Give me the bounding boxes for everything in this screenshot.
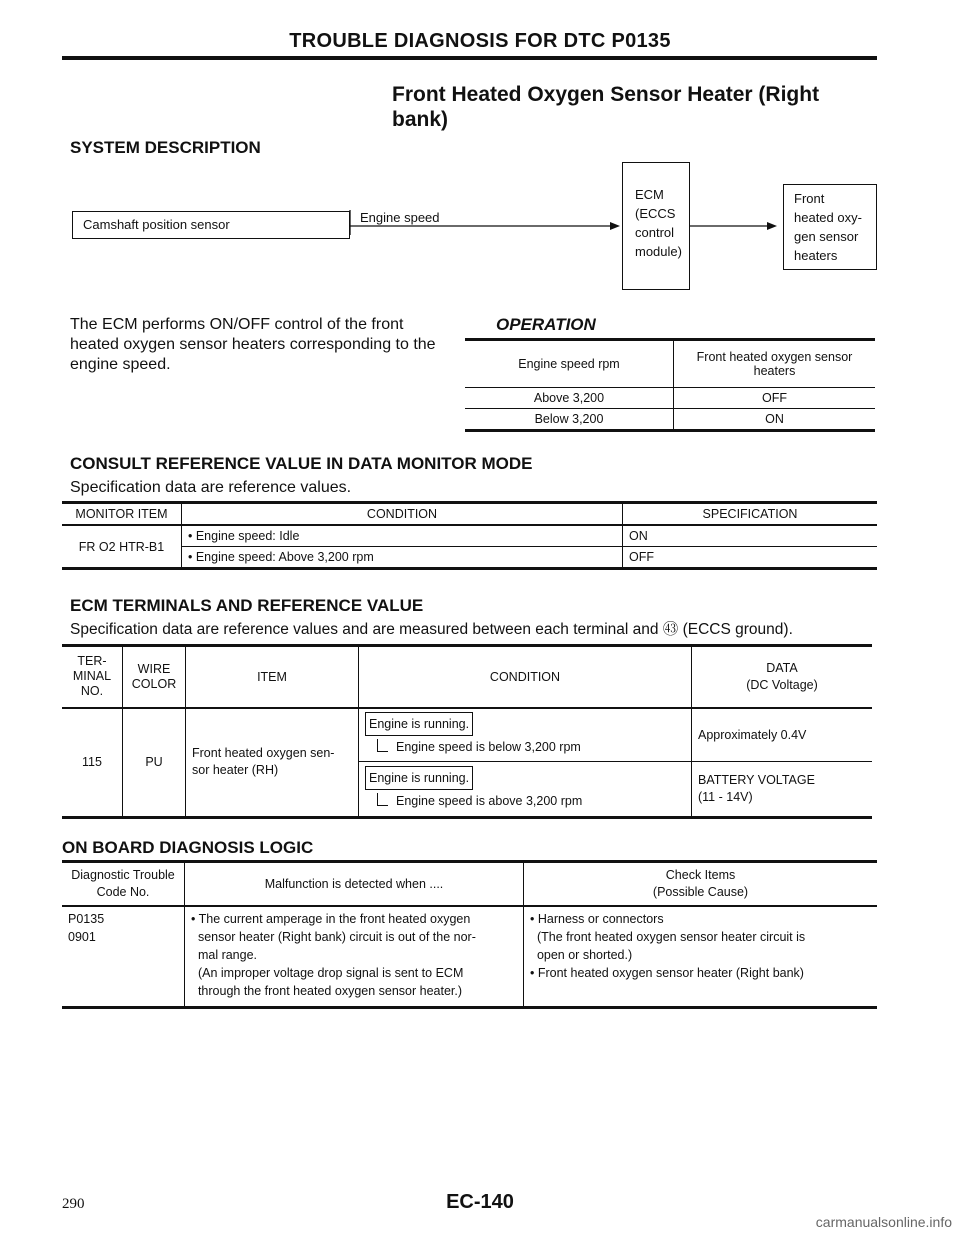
ecm-wire-color: PU	[123, 708, 186, 818]
consult-heading: CONSULT REFERENCE VALUE IN DATA MONITOR MODE	[70, 454, 533, 473]
input-box-label: Camshaft position sensor	[83, 217, 230, 232]
consult-note: Specification data are reference values.	[70, 479, 352, 496]
ecm-header: WIRE COLOR	[123, 646, 186, 708]
ecm-terminals-note: Specification data are reference values and are measured between each terminal and ㊸ (ECCS ground).	[70, 621, 793, 638]
ecm-condition-detail: Engine speed is above 3,200 rpm	[396, 793, 583, 808]
ecm-terminal-no: 115	[62, 708, 123, 818]
ecm-line: ECM	[635, 187, 664, 202]
ecm-header: TER- MINAL NO.	[62, 646, 123, 708]
operation-table	[465, 338, 875, 432]
consult-header: MONITOR ITEM	[62, 503, 182, 526]
op-cell: OFF	[674, 388, 876, 409]
consult-spec: ON	[623, 525, 878, 547]
ecm-header: ITEM	[186, 646, 359, 708]
ecm-terminals-table	[62, 644, 872, 819]
ecm-condition-running	[359, 708, 692, 762]
ecm-condition-running	[359, 761, 692, 817]
consult-spec: OFF	[623, 547, 878, 569]
consult-monitor-item: FR O2 HTR-B1	[62, 525, 182, 569]
diag-header: Check Items (Possible Cause)	[524, 862, 878, 906]
consult-condition: • Engine speed: Above 3,200 rpm	[182, 547, 623, 569]
consult-condition: • Engine speed: Idle	[182, 525, 623, 547]
diag-code: P0135 0901	[62, 906, 185, 1008]
consult-header: CONDITION	[182, 503, 623, 526]
engine-running-box: Engine is running.	[365, 712, 473, 736]
op-cell: ON	[674, 409, 876, 431]
diag-header: Diagnostic Trouble Code No.	[62, 862, 185, 906]
diagnosis-heading: ON BOARD DIAGNOSIS LOGIC	[62, 838, 314, 857]
ecm-data: BATTERY VOLTAGE (11 - 14V)	[692, 761, 873, 817]
ecm-line: control	[635, 225, 675, 240]
ecm-line: (ECCS	[635, 206, 676, 221]
system-description-heading: SYSTEM DESCRIPTION	[70, 138, 261, 157]
diag-check-items: • Harness or connectors (The front heated oxygen sensor heater circuit is open or shorted.) • Front heated oxygen sensor heater (Right bank)	[524, 906, 878, 1008]
ecm-header: DATA (DC Voltage)	[692, 646, 873, 708]
watermark: carmanualsonline.info	[815, 1214, 952, 1230]
page-title: TROUBLE DIAGNOSIS FOR DTC P0135	[289, 30, 671, 52]
ecm-line: module)	[635, 244, 682, 259]
op-cell: Below 3,200	[465, 409, 674, 431]
diag-malfunction: • The current amperage in the front heated oxygen sensor heater (Right bank) circuit is out of the nor- mal range. (An improper voltage drop signal is sent to ECM through the front heated oxygen sensor heater.)	[185, 906, 524, 1008]
ecm-condition-detail: Engine speed is below 3,200 rpm	[396, 739, 581, 754]
system-description-text: The ECM performs ON/OFF control of the front heated oxygen sensor heaters corresponding to the engine speed.	[70, 316, 436, 373]
op-header-heaters: Front heated oxygen sensor heaters	[674, 340, 876, 388]
op-header-speed: Engine speed rpm	[465, 340, 674, 388]
diagnosis-table	[62, 860, 877, 1009]
page-number: 290	[62, 1196, 85, 1212]
branch-connector-icon	[377, 739, 388, 752]
section-code: EC-140	[446, 1191, 514, 1213]
ecm-terminals-heading: ECM TERMINALS AND REFERENCE VALUE	[70, 596, 424, 615]
ecm-data: Approximately 0.4V	[692, 708, 873, 762]
engine-running-box: Engine is running.	[365, 766, 473, 790]
ecm-box	[622, 162, 690, 290]
page-subtitle: Front Heated Oxygen Sensor Heater (Right bank)	[392, 83, 820, 131]
heater-line: heaters	[794, 248, 838, 263]
heater-line: Front	[794, 191, 825, 206]
consult-header: SPECIFICATION	[623, 503, 878, 526]
branch-connector-icon	[377, 793, 388, 806]
heater-line: heated oxy-	[794, 210, 862, 225]
heater-line: gen sensor	[794, 229, 859, 244]
ecm-header: CONDITION	[359, 646, 692, 708]
input-box-camshaft	[72, 211, 350, 239]
ecm-item: Front heated oxygen sen- sor heater (RH)	[186, 708, 359, 818]
header-rule	[62, 56, 877, 60]
heater-box	[783, 184, 877, 270]
diag-header: Malfunction is detected when ....	[185, 862, 524, 906]
consult-table	[62, 501, 877, 570]
operation-heading: OPERATION	[496, 315, 596, 334]
op-cell: Above 3,200	[465, 388, 674, 409]
signal-label: Engine speed	[360, 210, 440, 225]
